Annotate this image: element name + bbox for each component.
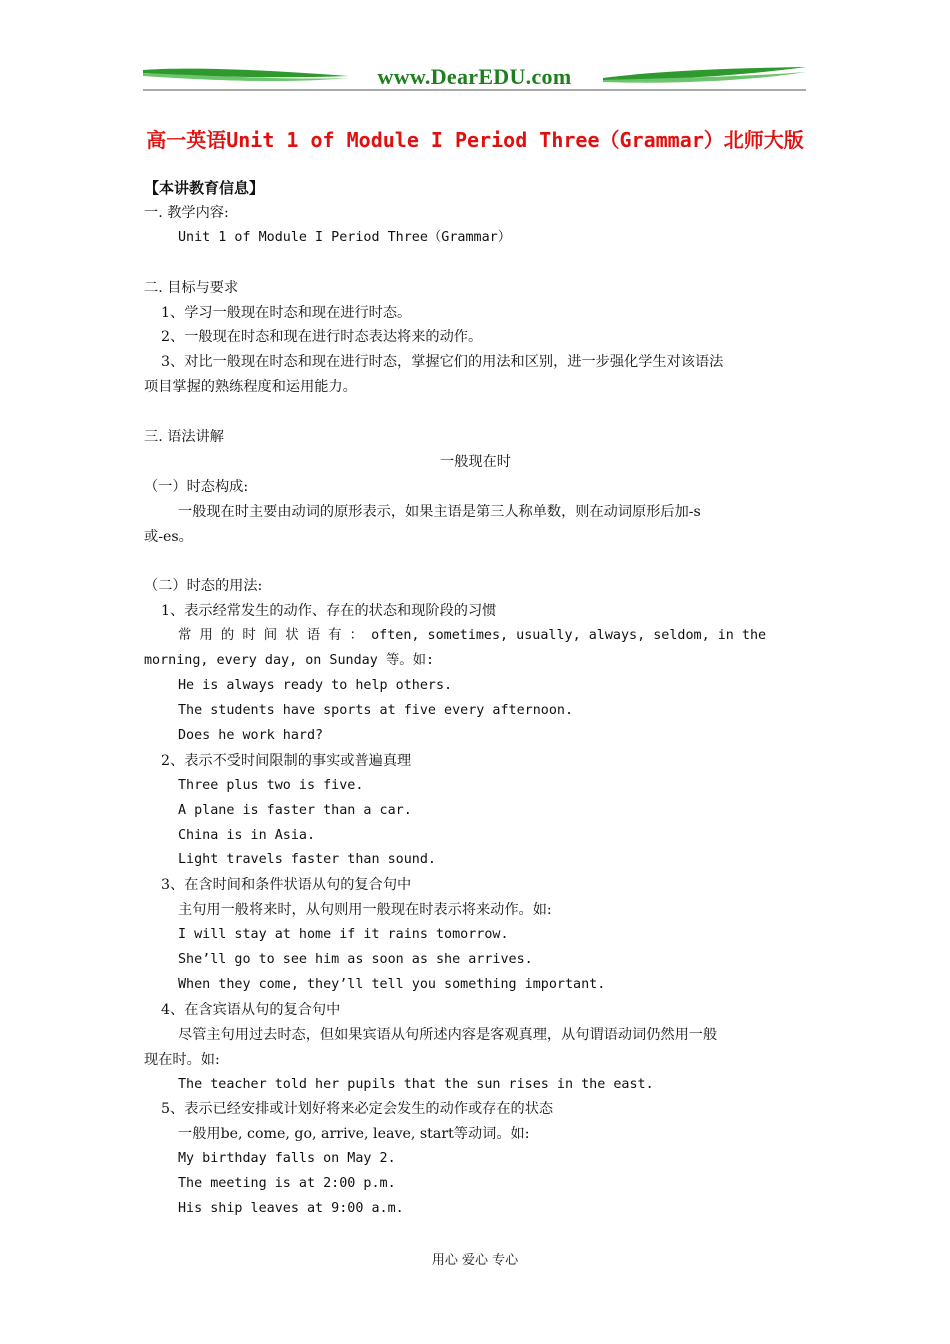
example-sentence: The teacher told her pupils that the sun rises in the east. bbox=[178, 1076, 654, 1092]
example-sentence: A plane is faster than a car. bbox=[178, 802, 412, 818]
list-item: 3、对比一般现在时态和现在进行时态，掌握它们的用法和区别，进一步强化学生对该语法 bbox=[161, 354, 724, 371]
subsection-heading: （二）时态的用法: bbox=[144, 578, 263, 595]
usage-note: 尽管主句用过去时态，但如果宾语从句所述内容是客观真理，从句谓语动词仍然用一般 bbox=[178, 1026, 718, 1043]
example-sentence: Light travels faster than sound. bbox=[178, 852, 436, 868]
example-sentence: I will stay at home if it rains tomorrow. bbox=[178, 927, 509, 943]
example-sentence: My birthday falls on May 2. bbox=[178, 1151, 396, 1167]
usage-title: 5、表示已经安排或计划好将来必定会发生的动作或存在的状态 bbox=[161, 1101, 554, 1118]
site-logo[interactable]: www.DearEDU.com bbox=[143, 64, 806, 90]
section-heading: 一. 教学内容: bbox=[144, 204, 229, 221]
usage-note: 现在时。如: bbox=[144, 1051, 220, 1068]
site-header bbox=[143, 64, 806, 92]
example-sentence: China is in Asia. bbox=[178, 827, 316, 843]
example-sentence: The meeting is at 2:00 p.m. bbox=[178, 1176, 396, 1192]
usage-title: 4、在含宾语从句的复合句中 bbox=[161, 1001, 341, 1018]
list-item: 1、学习一般现在时态和现在进行时态。 bbox=[161, 304, 412, 321]
usage-note: 主句用一般将来时，从句则用一般现在时表示将来动作。如: bbox=[178, 902, 552, 919]
example-sentence: His ship leaves at 9:00 a.m. bbox=[178, 1201, 404, 1217]
document-body bbox=[144, 176, 807, 1222]
section-heading: 三. 语法讲解 bbox=[144, 429, 224, 446]
usage-title: 2、表示不受时间限制的事实或普遍真理 bbox=[161, 752, 412, 769]
example-sentence: He is always ready to help others. bbox=[178, 678, 453, 694]
example-sentence: Three plus two is five. bbox=[178, 777, 364, 793]
list-item-continuation: 项目掌握的熟练程度和运用能力。 bbox=[144, 379, 357, 396]
usage-note: 常 用 的 时 间 状 语 有 ： often, sometimes, usually, always, seldom, in the bbox=[178, 628, 767, 644]
section-heading: 二. 目标与要求 bbox=[144, 279, 239, 296]
list-item: 2、一般现在时态和现在进行时态表达将来的动作。 bbox=[161, 329, 483, 346]
usage-title: 3、在含时间和条件状语从句的复合句中 bbox=[161, 877, 412, 894]
subsection-heading: （一）时态构成: bbox=[144, 478, 249, 495]
usage-note: morning, every day, on Sunday 等。如: bbox=[144, 653, 435, 669]
example-sentence: The students have sports at five every afternoon. bbox=[178, 702, 574, 718]
usage-title: 1、表示经常发生的动作、存在的状态和现阶段的习惯 bbox=[161, 603, 497, 620]
document-title: 高一英语Unit 1 of Module I Period Three（Grammar）北师大版 bbox=[146, 128, 804, 152]
example-sentence: Does he work hard? bbox=[178, 727, 324, 743]
example-sentence: She’ll go to see him as soon as she arrives. bbox=[178, 952, 533, 968]
usage-note: 一般用be, come, go, arrive, leave, start等动词。如: bbox=[178, 1126, 530, 1143]
paragraph-line: 或-es。 bbox=[144, 528, 193, 545]
example-sentence: When they come, they’ll tell you something important. bbox=[178, 976, 606, 992]
section-info-heading: 【本讲教育信息】 bbox=[144, 179, 265, 197]
teaching-content-line: Unit 1 of Module I Period Three（Grammar） bbox=[178, 229, 512, 245]
paragraph-line: 一般现在时主要由动词的原形表示，如果主语是第三人称单数，则在动词原形后加-s bbox=[178, 503, 701, 520]
subsection-title: 一般现在时 bbox=[440, 453, 511, 470]
page-footer: 用心 爱心 专心 bbox=[431, 1253, 519, 1268]
